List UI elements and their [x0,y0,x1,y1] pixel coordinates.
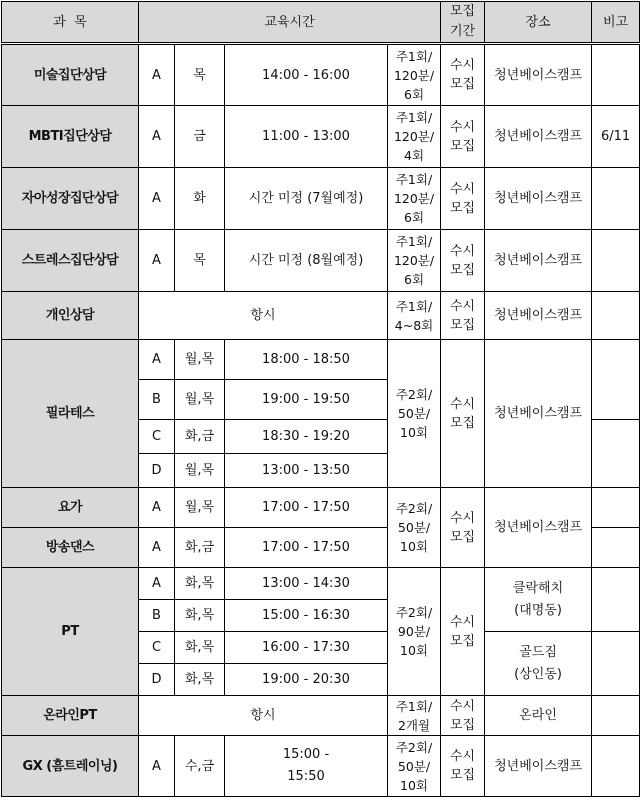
group-cell: A [139,488,175,528]
group-cell: C [139,632,175,664]
subject-cell: 스트레스집단상담 [2,230,139,292]
table-row [2,230,640,292]
table-row [2,568,640,600]
time-cell: 항시 [139,292,388,340]
header-note: 비고 [592,2,640,44]
subject-cell: 미술집단상담 [2,44,139,106]
time-cell: 17:00 - 17:50 [225,528,388,568]
table-row [2,696,640,736]
note-cell [592,168,640,230]
place-cell: 클락해치 (대명동) [485,568,592,632]
time-cell: 14:00 - 16:00 [225,44,388,106]
frequency-cell: 주1회/ 2개월 [388,696,441,736]
time-cell: 17:00 - 17:50 [225,488,388,528]
table-row [2,168,640,230]
subject-cell: GX (흠트레이닝) [2,736,139,797]
day-cell: 목 [175,44,225,106]
subject-cell: MBTI집단상담 [2,106,139,168]
group-cell: A [139,736,175,797]
group-cell: B [139,380,175,420]
day-cell: 월,목 [175,340,225,380]
frequency-cell: 주1회/ 120분/ 4회 [388,106,441,168]
time-cell: 항시 [139,696,388,736]
group-cell: D [139,664,175,696]
recruit-cell: 수시 모집 [441,568,485,696]
frequency-cell: 주1회/ 120분/ 6회 [388,168,441,230]
place-cell: 청년베이스캠프 [485,230,592,292]
day-cell: 수,금 [175,736,225,797]
place-cell: 청년베이스캠프 [485,292,592,340]
frequency-cell: 주1회/ 4~8회 [388,292,441,340]
header-place: 장소 [485,2,592,44]
frequency-cell: 주2회/ 90분/ 10회 [388,568,441,696]
frequency-cell: 주1회/ 120분/ 6회 [388,230,441,292]
note-cell: 6/11 [592,106,640,168]
time-cell: 11:00 - 13:00 [225,106,388,168]
note-cell [592,632,640,696]
day-cell: 화,금 [175,420,225,454]
subject-cell: 요가 [2,488,139,528]
day-cell: 화,금 [175,528,225,568]
group-cell: D [139,454,175,488]
header-time: 교육시간 [139,2,441,44]
day-cell: 화,목 [175,632,225,664]
frequency-cell: 주2회/ 50분/ 10회 [388,340,441,488]
day-cell: 화,목 [175,664,225,696]
day-cell: 화,목 [175,600,225,632]
time-cell: 시간 미정 (7월예정) [225,168,388,230]
group-cell: C [139,420,175,454]
recruit-cell: 수시 모집 [441,696,485,736]
recruit-cell: 수시 모집 [441,230,485,292]
place-cell: 청년베이스캠프 [485,340,592,488]
program-schedule-table [1,1,640,797]
place-cell: 청년베이스캠프 [485,106,592,168]
subject-cell: 방송댄스 [2,528,139,568]
note-cell [592,488,640,528]
note-cell [592,736,640,797]
subject-cell: PT [2,568,139,696]
table-row [2,340,640,380]
group-cell: A [139,230,175,292]
group-cell: A [139,568,175,600]
recruit-cell: 수시 모집 [441,106,485,168]
subject-cell: 필라테스 [2,340,139,488]
time-cell: 19:00 - 20:30 [225,664,388,696]
recruit-cell: 수시 모집 [441,44,485,106]
group-cell: A [139,106,175,168]
day-cell: 월,목 [175,380,225,420]
header-recruit: 모집 기간 [441,2,485,44]
recruit-cell: 수시 모집 [441,168,485,230]
note-cell [592,568,640,632]
time-cell: 19:00 - 19:50 [225,380,388,420]
place-cell: 온라인 [485,696,592,736]
frequency-cell: 주1회/ 120분/ 6회 [388,44,441,106]
group-cell: A [139,44,175,106]
time-cell: 13:00 - 13:50 [225,454,388,488]
recruit-cell: 수시 모집 [441,292,485,340]
group-cell: B [139,600,175,632]
subject-cell: 개인상담 [2,292,139,340]
note-cell [592,340,640,420]
table-row [2,488,640,528]
time-cell: 15:00 - 15:50 [225,736,388,797]
day-cell: 월,목 [175,454,225,488]
recruit-cell: 수시 모집 [441,736,485,797]
day-cell: 화,목 [175,568,225,600]
header-subject: 과 목 [2,2,139,44]
place-cell: 청년베이스캠프 [485,168,592,230]
frequency-cell: 주2회/ 50분/ 10회 [388,488,441,568]
time-cell: 시간 미정 (8월예정) [225,230,388,292]
group-cell: A [139,168,175,230]
table-row [2,44,640,106]
place-cell: 청년베이스캠프 [485,44,592,106]
place-cell: 청년베이스캠프 [485,488,592,568]
day-cell: 월,목 [175,488,225,528]
recruit-cell: 수시 모집 [441,488,485,568]
day-cell: 목 [175,230,225,292]
day-cell: 금 [175,106,225,168]
note-cell [592,44,640,106]
subject-cell: 온라인PT [2,696,139,736]
note-cell [592,292,640,340]
time-cell: 13:00 - 14:30 [225,568,388,600]
subject-cell: 자아성장집단상담 [2,168,139,230]
table-row [2,736,640,797]
day-cell: 화 [175,168,225,230]
frequency-cell: 주2회/ 50분/ 10회 [388,736,441,797]
group-cell: A [139,528,175,568]
note-cell [592,230,640,292]
place-cell: 골드짐 (상인동) [485,632,592,696]
recruit-cell: 수시 모집 [441,340,485,488]
time-cell: 16:00 - 17:30 [225,632,388,664]
time-cell: 15:00 - 16:30 [225,600,388,632]
table-row [2,106,640,168]
note-cell [592,528,640,568]
table-row [2,292,640,340]
group-cell: A [139,340,175,380]
note-cell [592,696,640,736]
time-cell: 18:30 - 19:20 [225,420,388,454]
note-cell [592,420,640,488]
header-row [2,2,640,44]
time-cell: 18:00 - 18:50 [225,340,388,380]
place-cell: 청년베이스캠프 [485,736,592,797]
